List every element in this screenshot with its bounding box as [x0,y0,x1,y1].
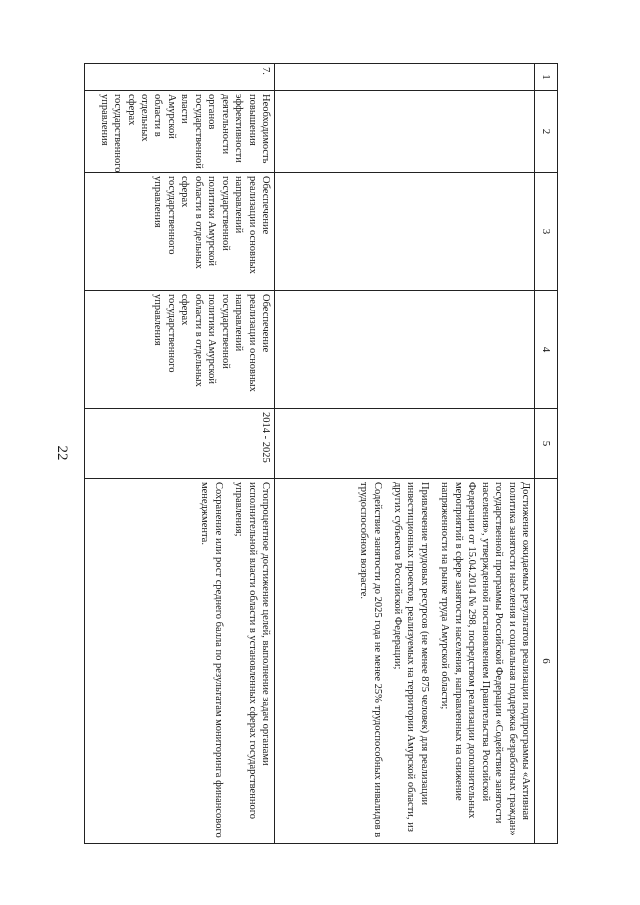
table-header-row [535,64,558,844]
result-paragraph: Сохранение или рост среднего балла по результатам мониторинга финансового менеджмента. [199,482,224,838]
cell-goal: Обеспечение реализации основных направлений государственной политики Амурской области в отдельных сферах государственного управления [85,173,275,291]
cell-problem: Необходимость повышения эффективности деятельности органов государственной власти Амурской области в отдельных сферах государственного управления [85,91,275,173]
cell-expected-results [85,479,275,844]
header-cell-1: 1 [535,64,558,91]
cell-expected-results [275,479,535,844]
cell-empty [275,291,535,409]
header-cell-5: 5 [535,409,558,479]
cell-empty [275,409,535,479]
header-cell-6: 6 [535,479,558,844]
cell-empty [275,64,535,91]
row-number: 7. [85,64,275,91]
cell-empty [275,91,535,173]
result-paragraph: Содействие занятости до 2025 года не менее 25% трудоспособных инвалидов в трудоспособном возрасте. [358,482,383,838]
header-cell-3: 3 [535,173,558,291]
data-table [84,63,558,844]
table-row-continued [275,64,535,844]
rotated-table-area [88,63,640,838]
result-paragraph: Стопроцентное достижение целей, выполнение задач органами исполнительной власти области в установленных сферах государственного управления; [233,482,271,819]
cell-period: 2014 - 2025 [85,409,275,479]
cell-empty [275,173,535,291]
table-row-7 [85,64,275,844]
cell-task: Обеспечение реализации основных направлений государственной политики Амурской области в отдельных сферах государственного управления [85,291,275,409]
header-cell-4: 4 [535,291,558,409]
page-number: 22 [54,445,70,461]
result-paragraph: Достижение ожидаемых результатов реализации подпрограммы «Активная политика занятости населения и социальная поддержка безработных граждан» государственной программы Российской Федерации «Содействие занятости населения», утвержденной постановлением Правительства Российской Федерации от 15.04.2014 № 298, посредством реализации дополнительных мероприятий в сфере занятости населения, направленных на снижение напряженности на рынке труда Амурской области; [439,482,531,836]
result-paragraph: Привлечение трудовых ресурсов (не менее 875 человек) для реализации инвестиционных проектов, реализуемых на территории Амурской области, из других субъектов Российской Федерации; [392,482,430,832]
header-cell-2: 2 [535,91,558,173]
table-rotator [88,63,558,843]
